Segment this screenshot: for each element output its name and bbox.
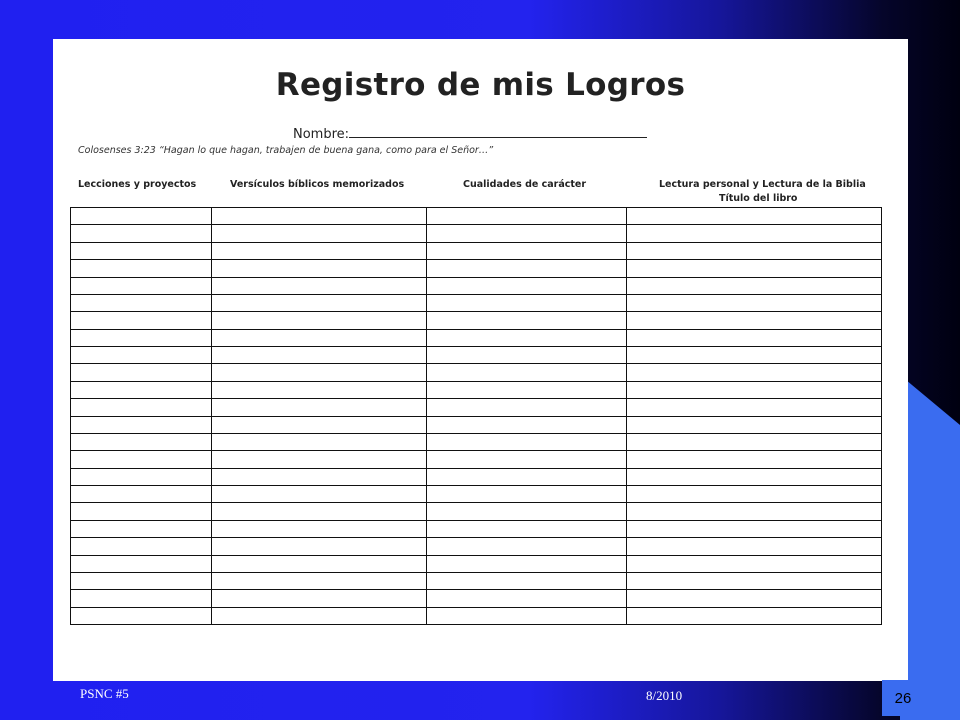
table-cell [212,312,427,329]
table-cell [627,329,882,346]
table-cell [212,416,427,433]
table-cell [427,416,627,433]
table-cell [71,294,212,311]
table-cell [627,381,882,398]
table-cell [212,520,427,537]
table-cell [427,468,627,485]
table-cell [212,468,427,485]
column-subheader-book-title: Título del libro [719,193,798,204]
table-cell [627,242,882,259]
column-header-lessons: Lecciones y proyectos [78,179,197,190]
table-row [71,451,882,468]
table-row [71,468,882,485]
table-cell [627,260,882,277]
table-cell [212,294,427,311]
table-cell [212,486,427,503]
table-row [71,225,882,242]
name-field [293,125,647,142]
table-cell [627,225,882,242]
table-cell [427,555,627,572]
table-cell [427,364,627,381]
worksheet-title: Registro de mis Logros [275,67,686,103]
table-row [71,294,882,311]
table-cell [627,294,882,311]
table-cell [427,242,627,259]
table-cell [212,607,427,624]
table-cell [427,225,627,242]
table-row [71,555,882,572]
table-cell [212,433,427,450]
table-cell [71,555,212,572]
table-cell [212,381,427,398]
table-cell [627,486,882,503]
table-cell [627,347,882,364]
table-cell [627,208,882,225]
table-row [71,312,882,329]
table-cell [71,208,212,225]
name-label: Nombre: [293,127,350,142]
table-cell [427,451,627,468]
worksheet-page [53,39,908,681]
column-header-verses: Versículos bíblicos memorizados [230,179,405,190]
table-cell [627,520,882,537]
table-cell [71,590,212,607]
table-cell [71,486,212,503]
table-row [71,329,882,346]
table-cell [627,607,882,624]
table-row [71,381,882,398]
table-row [71,416,882,433]
table-cell [427,294,627,311]
table-cell [71,607,212,624]
table-cell [212,208,427,225]
table-cell [71,433,212,450]
column-header-reading: Lectura personal y Lectura de la Biblia [659,179,866,190]
table-cell [71,242,212,259]
table-row [71,520,882,537]
bible-verse: Colosenses 3:23 “Hagan lo que hagan, trabajen de buena gana, como para el Señor…” [78,145,494,156]
table-cell [212,590,427,607]
column-header-character: Cualidades de carácter [463,179,587,190]
table-cell [212,260,427,277]
table-cell [427,590,627,607]
table-cell [427,347,627,364]
table-cell [71,416,212,433]
table-row [71,433,882,450]
footer-date: 8/2010 [646,688,683,703]
table-cell [427,260,627,277]
table-cell [71,520,212,537]
achievement-table [70,207,882,625]
table-cell [427,277,627,294]
table-cell [212,277,427,294]
table-cell [212,329,427,346]
table-cell [627,503,882,520]
table-row [71,364,882,381]
table-cell [427,538,627,555]
table-cell [427,208,627,225]
table-row [71,486,882,503]
table-row [71,208,882,225]
table-cell [627,416,882,433]
table-cell [427,312,627,329]
table-cell [212,364,427,381]
table-cell [627,468,882,485]
table-cell [627,451,882,468]
table-cell [71,468,212,485]
table-row [71,277,882,294]
table-cell [627,538,882,555]
table-cell [427,572,627,589]
table-cell [212,572,427,589]
table-cell [71,260,212,277]
table-row [71,260,882,277]
table-row [71,242,882,259]
table-cell [427,329,627,346]
table-cell [627,312,882,329]
table-cell [427,520,627,537]
table-cell [627,590,882,607]
table-cell [627,399,882,416]
table-cell [627,555,882,572]
table-cell [427,381,627,398]
name-underline [349,125,647,138]
table-cell [212,242,427,259]
table-row [71,572,882,589]
table-cell [71,329,212,346]
table-cell [71,381,212,398]
table-cell [71,538,212,555]
table-cell [212,538,427,555]
table-cell [212,399,427,416]
table-row [71,347,882,364]
table-cell [627,364,882,381]
table-cell [427,433,627,450]
table-cell [427,486,627,503]
table-row [71,590,882,607]
table-cell [71,572,212,589]
corner-decoration [900,375,960,720]
table-cell [71,347,212,364]
table-cell [212,555,427,572]
table-cell [627,433,882,450]
table-cell [627,277,882,294]
table-row [71,607,882,624]
table-cell [212,451,427,468]
table-cell [427,399,627,416]
table-cell [71,312,212,329]
table-cell [212,503,427,520]
table-cell [627,572,882,589]
table-cell [71,277,212,294]
table-cell [212,347,427,364]
table-cell [427,607,627,624]
slide-number: 26 [882,680,924,716]
table-cell [212,225,427,242]
table-cell [71,503,212,520]
table-cell [71,364,212,381]
table-cell [427,503,627,520]
table-cell [71,451,212,468]
table-row [71,503,882,520]
table-row [71,399,882,416]
table-cell [71,399,212,416]
table-cell [71,225,212,242]
table-row [71,538,882,555]
footer-course-label: PSNC #5 [80,686,129,701]
